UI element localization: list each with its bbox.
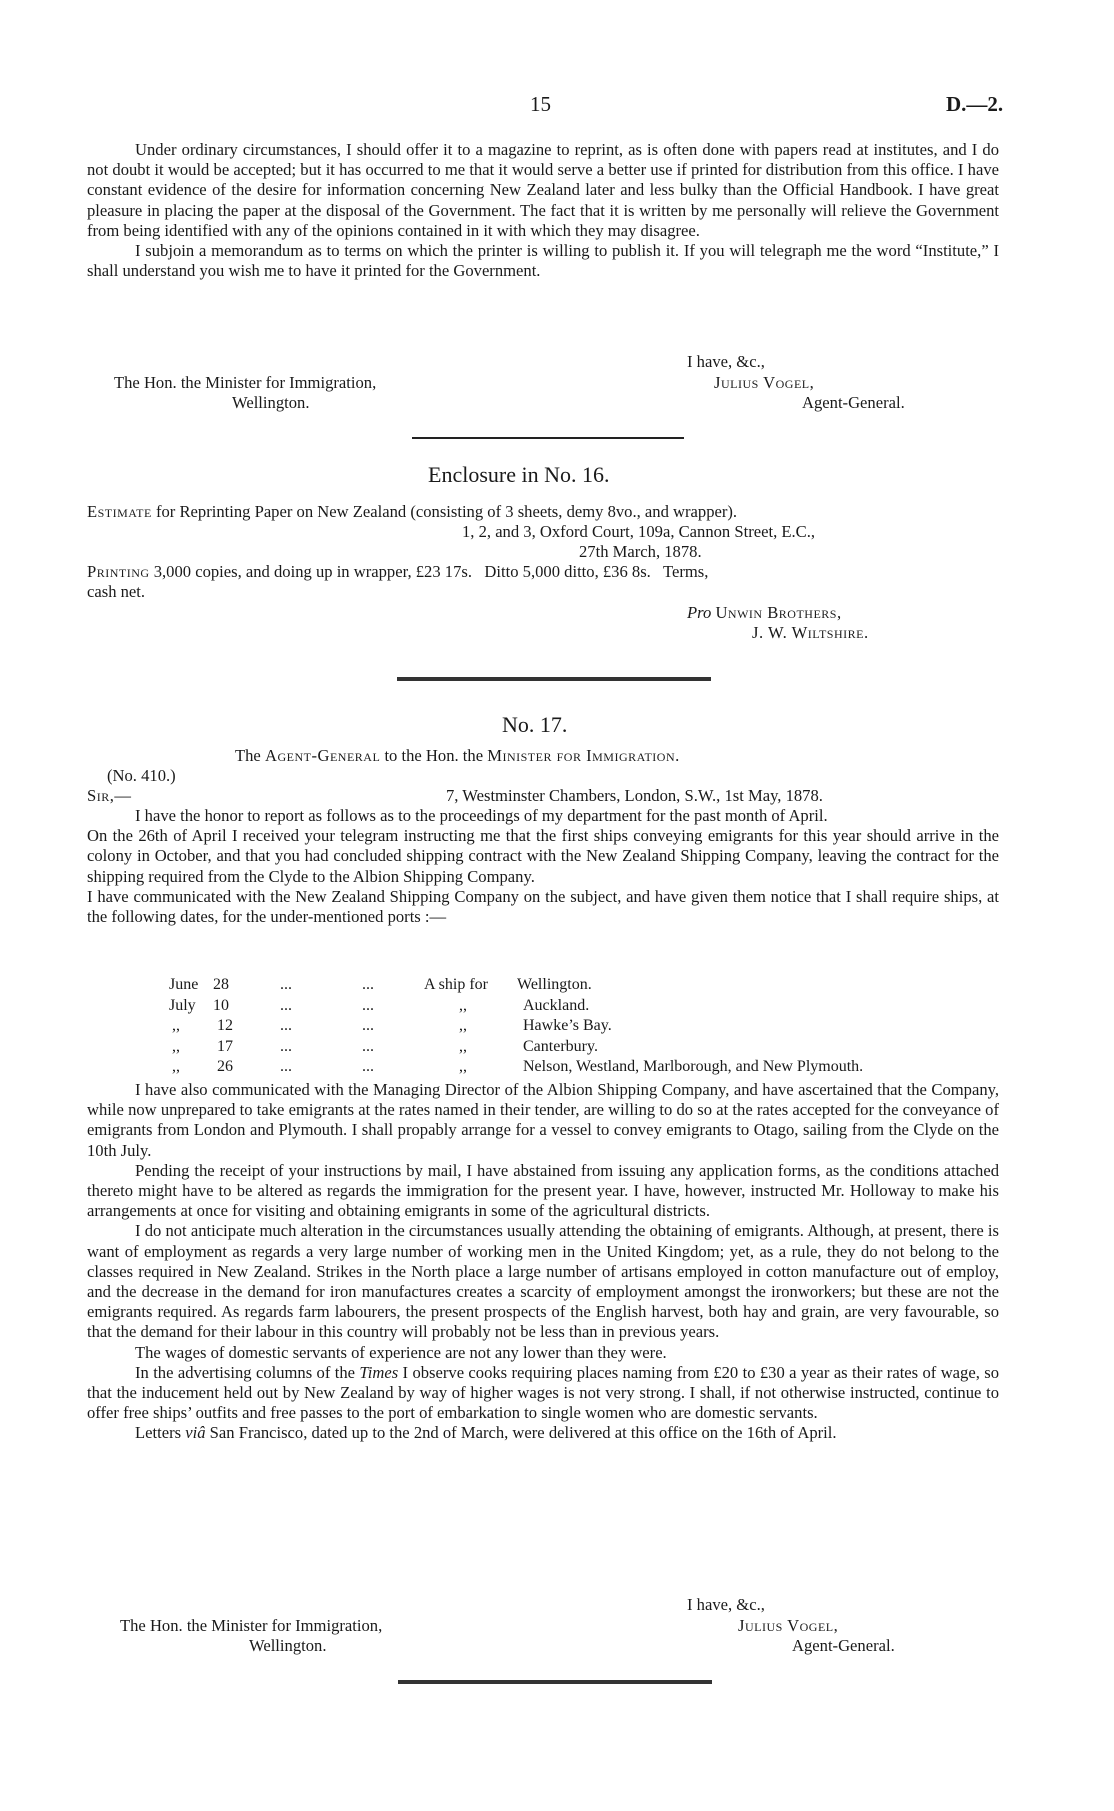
text-run: In the advertising columns of the [135,1362,356,1382]
schedule-port: Auckland. [523,996,590,1014]
schedule-day: 26 [217,1058,233,1075]
schedule-prefix: ,, [459,996,467,1014]
paragraph: I have the honor to report as follows as to the proceedings of my department for the past month of April. [135,806,828,825]
addressee: The Hon. the Minister for Immigration, [120,1616,383,1635]
leader-dots: ... [362,1017,374,1034]
schedule-month: ,, [172,1017,180,1034]
printing-text: 3,000 copies, and doing up in wrapper, £23 17s. Ditto 5,000 ditto, £36 8s. Terms, [153,562,709,581]
enclosure-title: Enclosure in No. 16. [428,462,610,487]
addressee: The Hon. the Minister for Immigration, [114,373,377,392]
page-number: 15 [530,92,551,116]
text-run: San Francisco, dated up to the 2nd of March, were delivered at this office on the 16th of April. [209,1423,837,1443]
schedule-row [87,976,999,997]
divider [397,677,711,681]
subtitle-to: Minister for Immigration. [487,746,680,765]
printing-terms: cash net. [87,582,146,601]
letter17-body-a [87,806,999,927]
closing: I have, &c., [687,352,765,371]
letter-number: (No. 410.) [107,766,176,785]
letter17-title: No. 17. [502,712,568,737]
leader-dots: ... [280,976,292,993]
subtitle-from: Agent-General [264,746,381,765]
shipping-schedule [87,976,999,1079]
paragraph: Pending the receipt of your instructions by mail, I have abstained from issuing any application forms, as the conditions attached thereto might have to be altered as regards the immigration for the present year. I have, however, instructed Mr. Holloway to make his arrangements at once for visiting and obtaining emigrants in some of the agricultural districts. [87,1160,999,1221]
estimate-text: for Reprinting Paper on New Zealand (consisting of 3 sheets, demy 8vo., and wrapper). [155,502,738,521]
schedule-month: ,, [172,1058,180,1075]
schedule-month: ,, [172,1037,180,1055]
divider [412,437,684,439]
via-word: viâ [185,1423,206,1443]
schedule-port: Wellington. [517,976,592,993]
enclosure-body [87,502,999,652]
text-run: Letters [135,1423,182,1443]
leader-dots: ... [280,1058,292,1075]
printer-address: 1, 2, and 3, Oxford Court, 109a, Cannon Street, E.C., [462,522,816,541]
leader-dots: ... [362,976,374,993]
estimate-label: Estimate [87,502,152,521]
leader-dots: ... [362,996,374,1014]
paragraph-times [87,1363,999,1424]
leader-dots: ... [280,996,292,1014]
schedule-prefix: A ship for [424,976,488,993]
subtitle-the: The [235,746,261,765]
dateline: 7, Westminster Chambers, London, S.W., 1st May, 1878. [446,786,823,805]
addressee-city: Wellington. [232,393,310,412]
pro: Pro [687,603,712,622]
letter17-signoff [87,1595,999,1657]
leader-dots: ... [280,1017,292,1034]
signatory: Julius Vogel, [714,373,815,392]
printing-label: Printing [87,562,150,581]
schedule-port: Canterbury. [523,1037,598,1055]
schedule-row [87,997,999,1018]
letter17-body-b [87,1080,999,1444]
text-run: I observe cooks requiring places naming from £20 to £30 a year as their rates of wage, so that the inducement held out by New Zealand by way of higher wages is not very strong. I shall, if not otherwise instructed, continue to offer free ships’ outfits and free passes to the port of embarkation to single women who are domestic servants. [87,1362,999,1423]
divider [398,1680,712,1684]
schedule-prefix: ,, [459,1058,467,1075]
subtitle-mid: to the Hon. the [384,746,484,765]
schedule-port: Nelson, Westland, Marlborough, and New Plymouth. [523,1058,864,1075]
schedule-day: 12 [217,1017,233,1034]
schedule-prefix: ,, [459,1037,467,1055]
addressee-city: Wellington. [249,1636,327,1655]
schedule-day: 28 [213,976,229,993]
firm-person: J. W. Wiltshire. [752,623,869,642]
leader-dots: ... [362,1058,374,1075]
newspaper-title: Times [359,1362,399,1382]
leader-dots: ... [362,1037,374,1055]
schedule-prefix: ,, [459,1017,467,1034]
paragraph: I do not anticipate much alteration in the circumstances usually attending the obtaining of emigrants. Although, at present, there is want of employment as regards a very large number of working men in the United Kingdom; yet, as a rule, they do not belong to the classes required in New Zealand. Strikes in the North place a large number of artisans employed in cotton manufacture out of employ, and the decrease in the demand for iron manufactures creates a scarcity of employment amongst the ironworkers; but these are not the emigrants required. As regards farm labourers, the present prospects of the English harvest, both hay and grain, are very favourable, so that the demand for their labour in this country will probably not be less than in previous years. [87,1221,999,1342]
letter16-body [87,140,999,281]
document-reference: D.—2. [946,92,1004,116]
schedule-day: 17 [217,1037,233,1055]
paragraph: On the 26th of April I received your telegram instructing me that the first ships conveying emigrants for this year should arrive in the colony in October, and that you had concluded shipping contract with the New Zealand Shipping Company, leaving the contract for the shipping required from the Clyde to the Albion Shipping Company. [87,826,999,886]
paragraph: I subjoin a memorandum as to terms on which the printer is willing to publish it. If you will telegraph me the word “Institute,” I shall understand you wish me to have it printed for the Government. [87,241,999,281]
schedule-row [87,1038,999,1059]
schedule-row [87,1058,999,1079]
closing: I have, &c., [687,1595,765,1614]
schedule-row [87,1017,999,1038]
estimate-date: 27th March, 1878. [579,542,702,561]
letter16-signoff [87,352,999,412]
firm-name: Unwin Brothers, [715,603,842,622]
paragraph: I have also communicated with the Managing Director of the Albion Shipping Company, and have ascertained that the Company, while now unprepared to take emigrants at the rates named in their tender, are willing to do so at the rates accepted for the conveyance of emigrants from London and Plymouth. I shall propably arrange for a vessel to convey emigrants to Otago, sailing from the Clyde on the 10th July. [87,1080,999,1160]
schedule-month: June [169,976,199,993]
schedule-port: Hawke’s Bay. [523,1017,612,1034]
signatory-title: Agent-General. [802,393,905,412]
paragraph-via [87,1423,999,1443]
paragraph: The wages of domestic servants of experience are not any lower than they were. [135,1342,667,1362]
signatory: Julius Vogel, [738,1616,839,1635]
leader-dots: ... [280,1037,292,1055]
salutation: Sir,— [87,786,132,805]
paragraph: I have communicated with the New Zealand Shipping Company on the subject, and have given them notice that I shall require ships, at the following dates, for the under-mentioned ports :— [87,886,999,927]
paragraph: Under ordinary circumstances, I should offer it to a magazine to reprint, as is often done with papers read at institutes, and I do not doubt it would be accepted; but it has occurred to me that it would serve a better use if printed for distribution from this office. I have constant evidence of the desire for information concerning New Zealand later and less bulky than the Official Handbook. I have great pleasure in placing the paper at the disposal of the Government. The fact that it is written by me personally will relieve the Government from being identified with any of the opinions contained in it with which they may disagree. [87,140,999,240]
schedule-day: 10 [213,996,229,1014]
signatory-title: Agent-General. [792,1636,895,1655]
schedule-month: July [169,996,196,1014]
